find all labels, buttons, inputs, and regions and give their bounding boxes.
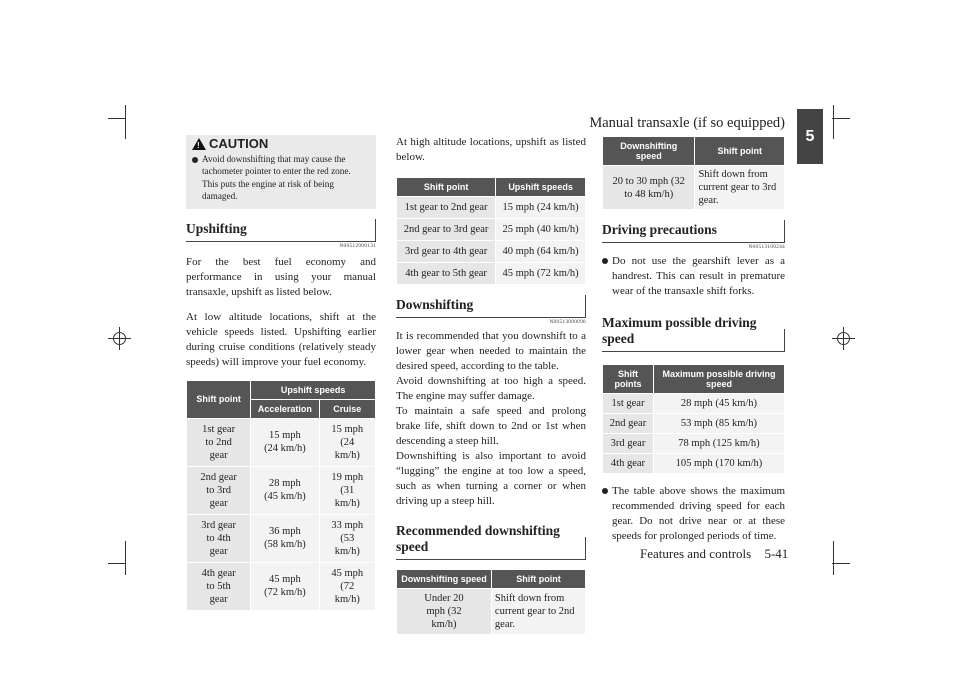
table-header: Downshifting speed xyxy=(603,137,695,166)
max-speed-note-text: The table above shows the maximum recommended driving speed for each gear. Do not drive near or at these speeds for prolonged periods of time. xyxy=(612,485,785,542)
downshifting-paragraph: It is recommended that you downshift to a lower gear when needed to maintain the desired speed, according to the table. Avoid downshifting at too high a speed. The engine may suffer damage. To maintain a safe speed and prolong brake life, shift down to 2nd or 1st when descending a steep hill. Downshifting is also important to avoid “lugging” the engine at too low a speed, such as when turning a corner or when driving up a steep hill. xyxy=(396,330,586,507)
high-altitude-upshift-table xyxy=(396,177,586,285)
table-cell: 78 mph (125 km/h) xyxy=(653,434,784,454)
table-row xyxy=(603,394,785,414)
bullet-icon xyxy=(602,258,608,264)
table-cell: 53 mph (85 km/h) xyxy=(653,414,784,434)
table-cell: 2nd gear to 3rd gear xyxy=(187,466,251,514)
column-1 xyxy=(186,135,376,611)
table-row xyxy=(603,434,785,454)
table-header: Shift points xyxy=(603,365,654,394)
maximum-speed-table xyxy=(602,364,785,474)
table-row xyxy=(397,241,586,263)
downshifting-table-continued xyxy=(602,136,785,210)
maximum-speed-heading: Maximum possible driving speed xyxy=(602,315,785,352)
registration-mark-icon xyxy=(837,332,850,345)
table-cell: 15 mph (24 km/h) xyxy=(496,197,586,219)
page-header-title: Manual transaxle (if so equipped) xyxy=(589,115,785,131)
section-code: N00513100244 xyxy=(748,244,785,250)
table-cell: 2nd gear to 3rd gear xyxy=(397,219,496,241)
downshifting-heading: Downshifting xyxy=(396,297,586,318)
chapter-tab: 5 xyxy=(797,109,823,164)
caution-item xyxy=(192,153,370,203)
table-cell: 15 mph (24 km/h) xyxy=(251,418,319,466)
table-cell: Shift down from current gear to 3rd gear. xyxy=(695,166,785,210)
table-cell: 20 to 30 mph (32 to 48 km/h) xyxy=(603,166,695,210)
table-cell: 105 mph (170 km/h) xyxy=(653,454,784,474)
recommended-downshifting-table xyxy=(396,569,586,635)
table-header: Shift point xyxy=(695,137,785,166)
table-row xyxy=(187,562,376,610)
table-cell: 1st gear to 2nd gear xyxy=(397,197,496,219)
table-header: Upshift speeds xyxy=(251,380,376,399)
table-row xyxy=(397,197,586,219)
table-row xyxy=(187,418,376,466)
table-row xyxy=(397,589,586,635)
table-header: Maximum possible driving speed xyxy=(653,365,784,394)
page-number: 5-41 xyxy=(764,546,789,561)
table-row xyxy=(603,454,785,474)
table-header: Shift point xyxy=(491,570,585,589)
table-cell: 28 mph (45 km/h) xyxy=(251,466,319,514)
upshift-speeds-table xyxy=(186,380,376,611)
table-cell: 1st gear xyxy=(603,394,654,414)
table-header: Shift point xyxy=(187,380,251,418)
table-row xyxy=(187,466,376,514)
high-altitude-intro: At high altitude locations, upshift as listed below. xyxy=(396,136,586,163)
upshifting-paragraph-1: For the best fuel economy and performance in using your manual transaxle, upshift as listed below. xyxy=(186,255,376,298)
warning-triangle-icon: ! xyxy=(192,138,206,150)
table-cell: 3rd gear to 4th gear xyxy=(187,514,251,562)
table-header: Downshifting speed xyxy=(397,570,492,589)
bullet-icon xyxy=(192,157,198,163)
table-row xyxy=(397,263,586,285)
crop-mark xyxy=(108,563,126,564)
caution-text: Avoid downshifting that may cause the tachometer pointer to enter the red zone. This puts the engine at risk of being damaged. xyxy=(202,153,351,201)
crop-mark xyxy=(125,105,126,139)
upshifting-heading: Upshifting xyxy=(186,221,376,242)
table-cell: 3rd gear to 4th gear xyxy=(397,241,496,263)
table-cell: Under 20 mph (32 km/h) xyxy=(397,589,492,635)
caution-header xyxy=(192,138,370,151)
table-cell: 25 mph (40 km/h) xyxy=(496,219,586,241)
table-cell: 4th gear xyxy=(603,454,654,474)
table-header: Upshift speeds xyxy=(496,178,586,197)
bullet-icon xyxy=(602,488,608,494)
table-row xyxy=(397,219,586,241)
table-cell: 40 mph (64 km/h) xyxy=(496,241,586,263)
recommended-downshifting-heading: Recommended downshifting speed xyxy=(396,523,586,560)
crop-mark xyxy=(832,118,850,119)
table-row xyxy=(603,414,785,434)
table-cell: 4th gear to 5th gear xyxy=(187,562,251,610)
section-code: N00512900131 xyxy=(339,242,376,249)
table-cell: 15 mph (24 km/h) xyxy=(319,418,375,466)
table-cell: 19 mph (31 km/h) xyxy=(319,466,375,514)
section-code: N00513000096 xyxy=(549,319,586,325)
table-cell: 4th gear to 5th gear xyxy=(397,263,496,285)
crop-mark xyxy=(833,541,834,575)
column-2 xyxy=(396,135,586,635)
registration-mark-icon xyxy=(113,332,126,345)
table-row xyxy=(187,514,376,562)
table-cell: 45 mph (72 km/h) xyxy=(319,562,375,610)
table-cell: 2nd gear xyxy=(603,414,654,434)
table-cell: 33 mph (53 km/h) xyxy=(319,514,375,562)
caution-box xyxy=(186,135,376,209)
table-header: Acceleration xyxy=(251,399,319,418)
crop-mark xyxy=(125,541,126,575)
table-header: Cruise xyxy=(319,399,375,418)
crop-mark xyxy=(833,105,834,139)
driving-precautions-heading: Driving precautions xyxy=(602,222,785,243)
footer-section: Features and controls xyxy=(640,546,752,561)
table-cell: 45 mph (72 km/h) xyxy=(496,263,586,285)
upshifting-paragraph-2: At low altitude locations, shift at the vehicle speeds listed. Upshifting earlier during cruise conditions (relatively steady speeds) will improve your fuel economy. xyxy=(186,310,376,368)
table-cell: Shift down from current gear to 2nd gear. xyxy=(491,589,585,635)
table-cell: 28 mph (45 km/h) xyxy=(653,394,784,414)
table-cell: 3rd gear xyxy=(603,434,654,454)
caution-label: CAUTION xyxy=(209,136,269,151)
crop-mark xyxy=(108,118,126,119)
max-speed-note xyxy=(602,484,785,544)
table-row xyxy=(603,166,785,210)
crop-mark xyxy=(832,563,850,564)
page-footer xyxy=(640,546,788,562)
table-header: Shift point xyxy=(397,178,496,197)
precaution-text: Do not use the gearshift lever as a handrest. This can result in premature wear of the transaxle shift forks. xyxy=(612,255,785,297)
column-3 xyxy=(602,136,785,544)
precaution-item xyxy=(602,254,785,299)
table-cell: 1st gear to 2nd gear xyxy=(187,418,251,466)
table-cell: 45 mph (72 km/h) xyxy=(251,562,319,610)
table-cell: 36 mph (58 km/h) xyxy=(251,514,319,562)
